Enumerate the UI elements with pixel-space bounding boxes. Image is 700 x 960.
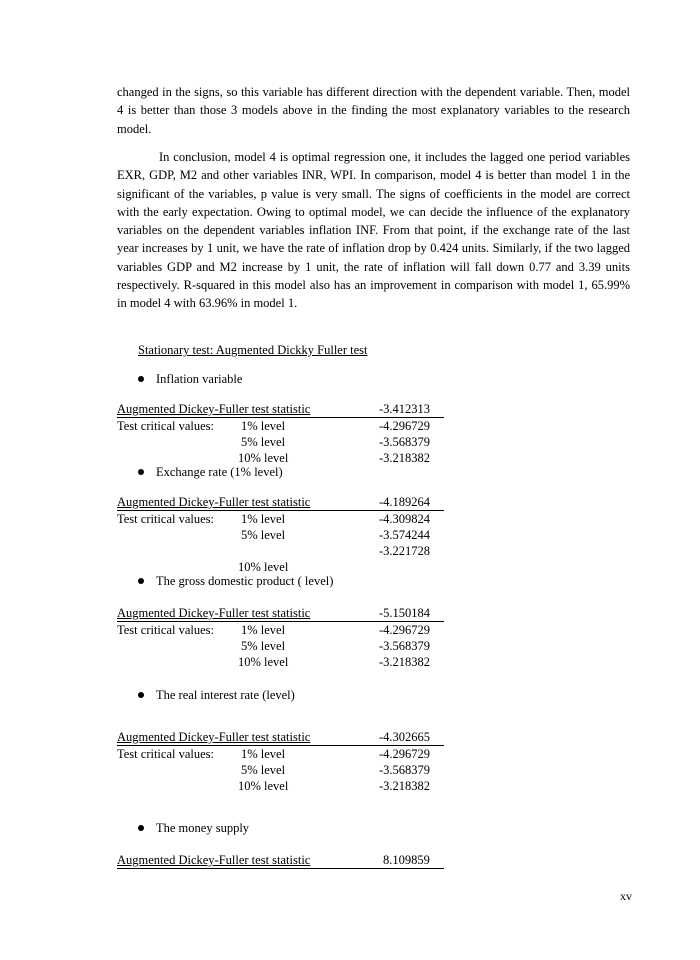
adf-table-gdp — [117, 605, 444, 670]
crit-row: 10% level -3.218382 — [238, 655, 431, 669]
crit-row: Test critical values: 1% level -4.309824 — [117, 512, 431, 526]
paragraph-continuation: changed in the signs, so this variable has different direction with the dependent variable. Then, model 4 is better than those 3 models above in the finding the most explanatory variables to the research model. — [117, 85, 630, 136]
bullet-dot-icon — [138, 469, 144, 475]
crit-row: Test critical values: 1% level -4.296729 — [117, 623, 431, 637]
stat-row: Augmented Dickey-Fuller test statistic 8.109859 — [117, 852, 444, 869]
bullet-exchange-rate — [138, 465, 283, 480]
bullet-money-supply — [138, 821, 249, 836]
crit-row: 10% level -3.218382 — [238, 779, 431, 793]
bullet-label: The real interest rate (level) — [156, 688, 295, 702]
crit-row: 10% level — [238, 560, 289, 574]
crit-row: 10% level -3.218382 — [238, 451, 431, 465]
crit-row: 5% level -3.568379 — [241, 435, 431, 449]
bullet-dot-icon — [138, 376, 144, 382]
crit-row: Test critical values: 1% level -4.296729 — [117, 419, 431, 433]
bullet-label: Exchange rate (1% level) — [156, 465, 283, 479]
stat-row: Augmented Dickey-Fuller test statistic -4.189264 — [117, 494, 444, 511]
adf-table-money-supply — [117, 852, 444, 869]
bullet-inflation — [138, 372, 242, 387]
crit-row: -3.221728 — [379, 544, 431, 558]
bullet-dot-icon — [138, 578, 144, 584]
adf-table-inflation — [117, 401, 444, 466]
bullet-dot-icon — [138, 825, 144, 831]
crit-row: 5% level -3.574244 — [241, 528, 431, 542]
bullet-label: Inflation variable — [156, 372, 243, 386]
crit-row: 5% level -3.568379 — [241, 639, 431, 653]
bullet-label: The money supply — [156, 821, 250, 835]
page-number: xv — [620, 889, 632, 903]
crit-row: 5% level -3.568379 — [241, 763, 431, 777]
bullet-real-interest-rate — [138, 688, 295, 703]
adf-table-exchange-rate — [117, 494, 444, 575]
bullet-label: The gross domestic product ( level) — [156, 574, 334, 588]
stat-row: Augmented Dickey-Fuller test statistic -5.150184 — [117, 605, 444, 622]
bullet-gdp — [138, 574, 333, 589]
adf-table-interest-rate — [117, 729, 444, 794]
stat-row: Augmented Dickey-Fuller test statistic -3.412313 — [117, 401, 444, 418]
section-title: Stationary test: Augmented Dickky Fuller test — [138, 343, 368, 357]
stat-row: Augmented Dickey-Fuller test statistic -4.302665 — [117, 729, 444, 746]
bullet-dot-icon — [138, 692, 144, 698]
crit-row: Test critical values: 1% level -4.296729 — [117, 747, 431, 761]
paragraph-conclusion: In conclusion, model 4 is optimal regression one, it includes the lagged one period variables EXR, GDP, M2 and other variables INR, WPI. In comparison, model 4 is better than model 1 in the significant of the variables, p value is very small. The signs of coefficients in the model are correct with the early expectation. Owing to optimal model, we can decide the influence of the explanatory variables on the dependent variables inflation INF. From that point, if the exchange rate of the last year increases by 1 unit, we have the rate of inflation drop by 0.424 units. Similarly, if the two lagged variables GDP and M2 increase by 1 unit, the rate of inflation will fall down 0.77 and 3.39 units respectively. R-squared in this model also has an improvement in comparison with model 1, 65.99% in model 4 with 63.96% in model 1. — [117, 150, 630, 311]
